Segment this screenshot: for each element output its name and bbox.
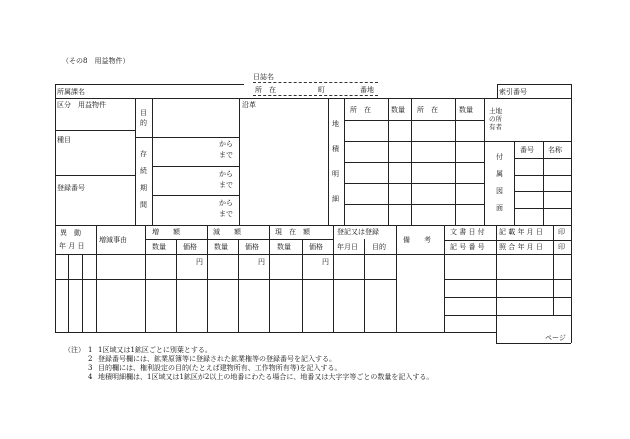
land-location-header: 所 在 [350,106,371,114]
check-date-header: 照 合 年 月 日 [499,243,543,251]
until-label-3: まで [219,210,233,218]
document-number-header: 記 号 番 号 [450,243,485,251]
address-label-b: 町 [318,86,325,94]
reason-header: 増減事由 [99,236,127,244]
from-label-2: から [219,170,233,178]
purpose-char-1: 目 [140,109,147,117]
dept-label: 所属課名 [57,88,85,96]
inc-qty-header: 数量 [152,243,166,251]
annex-number-header: 番号 [520,146,534,154]
dec-price-header: 価格 [245,243,259,251]
page-label: ページ [545,334,566,342]
note-3-number: 3 [88,364,93,372]
from-label-3: から [219,199,233,207]
cur-price-header: 価格 [309,243,323,251]
current-amount-header: 現 在 額 [275,228,310,236]
term-char-4: 間 [140,201,147,209]
note-2-text: 登録番号欄には、鉱業原簿等に登録された鉱業権等の登録番号を記入する。 [98,355,336,363]
cur-yen-unit: 円 [322,258,329,266]
note-3-text: 目的欄には、権利設定の目的(たとえば建物所有、工作物所有等)を記入する。 [98,364,342,372]
owner-label-3: 有者 [489,123,502,131]
remarks-header: 備 考 [403,236,431,244]
inc-yen-unit: 円 [196,258,203,266]
ledger-name-label: 日誌名 [253,73,274,81]
increase-header: 増 額 [152,228,180,236]
note-4-text: 地積明細欄は、1区域又は1鉱区が2以上の地番にわたる場合に、地番又は大字字等ごとの数量を記入する。 [98,373,434,381]
document-date-header: 文 書 日 付 [450,228,485,236]
land-quantity-header-2: 数量 [459,106,473,114]
history-label: 沿革 [242,101,256,109]
note-1-text: 1区域又は1鉱区ごとに別葉とする。 [98,346,212,354]
kind-label: 種目 [57,136,71,144]
land-location-header-2: 所 在 [417,106,438,114]
term-char-2: 続 [140,167,147,175]
form-caption: （その8 用益物件） [62,57,130,65]
term-char-3: 期 [140,184,147,192]
annex-char-4: 面 [496,204,503,212]
land-quantity-header: 数量 [391,106,405,114]
annex-char-3: 図 [496,187,503,195]
address-label-c: 番地 [360,86,374,94]
registration-number-label: 登録番号 [57,184,85,192]
entry-seal-header: 印 [558,228,565,236]
cur-qty-header: 数量 [277,243,291,251]
change-date-header: 年 月 日 [59,242,85,250]
note-4-number: 4 [88,373,93,381]
annex-char-2: 属 [496,170,503,178]
address-label-a: 所 在 [255,86,276,94]
registration-date-header: 年月日 [337,243,358,251]
address-line [253,95,378,96]
owner-label-1: 土地 [489,107,502,115]
check-seal-header: 印 [558,243,565,251]
land-char-1: 地 [332,120,339,128]
registration-header: 登記又は登録 [337,228,379,236]
land-char-2: 積 [332,145,339,153]
ledger-name-line [253,82,378,83]
from-label-1: から [219,140,233,148]
inc-price-header: 価格 [183,243,197,251]
annex-char-1: 付 [496,153,503,161]
until-label-1: まで [219,151,233,159]
dec-yen-unit: 円 [258,258,265,266]
registration-purpose-header: 目的 [372,243,386,251]
note-2-number: 2 [88,355,93,363]
land-char-4: 細 [332,195,339,203]
entry-date-header: 記 載 年 月 日 [499,228,543,236]
purpose-char-2: 的 [140,119,147,127]
annex-name-header: 名称 [548,146,562,154]
decrease-header: 減 額 [213,228,241,236]
term-char-1: 存 [140,150,147,158]
change-header: 異 動 [60,229,81,237]
until-label-2: まで [219,181,233,189]
category-label: 区分 用益物件 [57,101,106,109]
index-number-label: 索引番号 [499,88,527,96]
owner-label-2: の所 [489,115,502,123]
note-1-number: 1 [88,346,93,354]
notes-label: （注） [64,346,85,354]
land-char-3: 明 [332,170,339,178]
dec-qty-header: 数量 [214,243,228,251]
